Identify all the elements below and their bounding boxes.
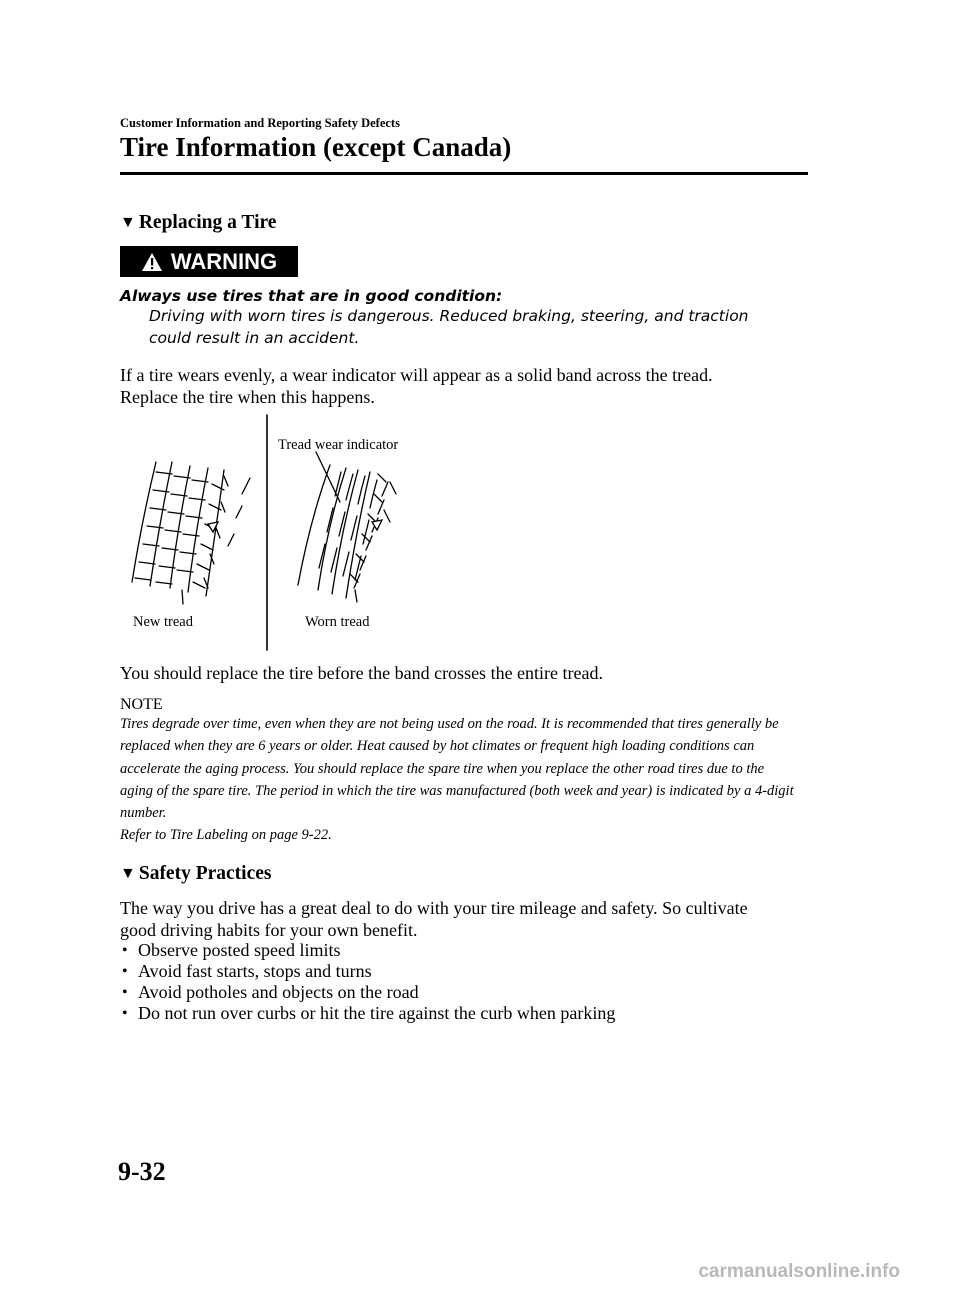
section-heading-safety-text: Safety Practices [138, 863, 272, 884]
wear-indicator-paragraph: If a tire wears evenly, a wear indicator will appear as a solid band across the tread. Replace the tire when this happens. [120, 365, 713, 407]
safety-paragraph: The way you drive has a great deal to do with your tire mileage and safety. So cultivate good driving habits for your own benefit. [120, 898, 748, 940]
header-divider [120, 172, 808, 175]
page-title: Tire Information (except Canada) [120, 132, 512, 162]
note-reference: Refer to Tire Labeling on page 9-22. [120, 827, 332, 843]
site-watermark: carmanualsonline.info [698, 1261, 900, 1282]
list-item: • Avoid potholes and objects on the road [120, 982, 615, 1003]
safety-bullet-list [120, 940, 615, 1024]
note-heading: NOTE [120, 696, 163, 713]
label-tread-wear-indicator: Tread wear indicator [278, 437, 399, 453]
warning-heading: Always use tires that are in good condition: [120, 287, 503, 305]
warning-badge [120, 246, 298, 277]
warning-badge-label: WARNING [170, 248, 278, 274]
list-item: • Observe posted speed limits [120, 940, 615, 961]
chapter-label: Customer Information and Reporting Safety Defects [120, 116, 400, 130]
triangle-down-icon: ▼ [120, 865, 136, 882]
list-item: • Do not run over curbs or hit the tire against the curb when parking [120, 1003, 615, 1024]
label-worn-tread: Worn tread [305, 614, 370, 630]
section-heading-replacing [120, 212, 276, 234]
section-heading-safety [120, 863, 272, 885]
section-heading-replacing-text: Replacing a Tire [138, 212, 277, 233]
worn-tread-illustration [298, 452, 396, 602]
triangle-down-icon: ▼ [120, 214, 136, 231]
replace-before-paragraph: You should replace the tire before the band crosses the entire tread. [120, 663, 604, 683]
page-number: 9-32 [118, 1157, 166, 1186]
warning-triangle-icon [141, 252, 163, 272]
label-new-tread: New tread [133, 614, 193, 630]
list-item: • Avoid fast starts, stops and turns [120, 961, 615, 982]
note-body: Tires degrade over time, even when they are not being used on the road. It is recommended that tires generally be replaced when they are 6 years or older. Heat caused by hot climates or frequent high loading conditions can accelerate the aging process. You should replace the spare tire when you replace the other road tires due to the aging of the spare tire. The period in which the tire was manufactured (both week and year) is indicated by a 4-digit number. [120, 716, 794, 822]
new-tread-illustration [132, 462, 250, 604]
warning-body: Driving with worn tires is dangerous. Reduced braking, steering, and traction could result in an accident. [149, 307, 749, 347]
